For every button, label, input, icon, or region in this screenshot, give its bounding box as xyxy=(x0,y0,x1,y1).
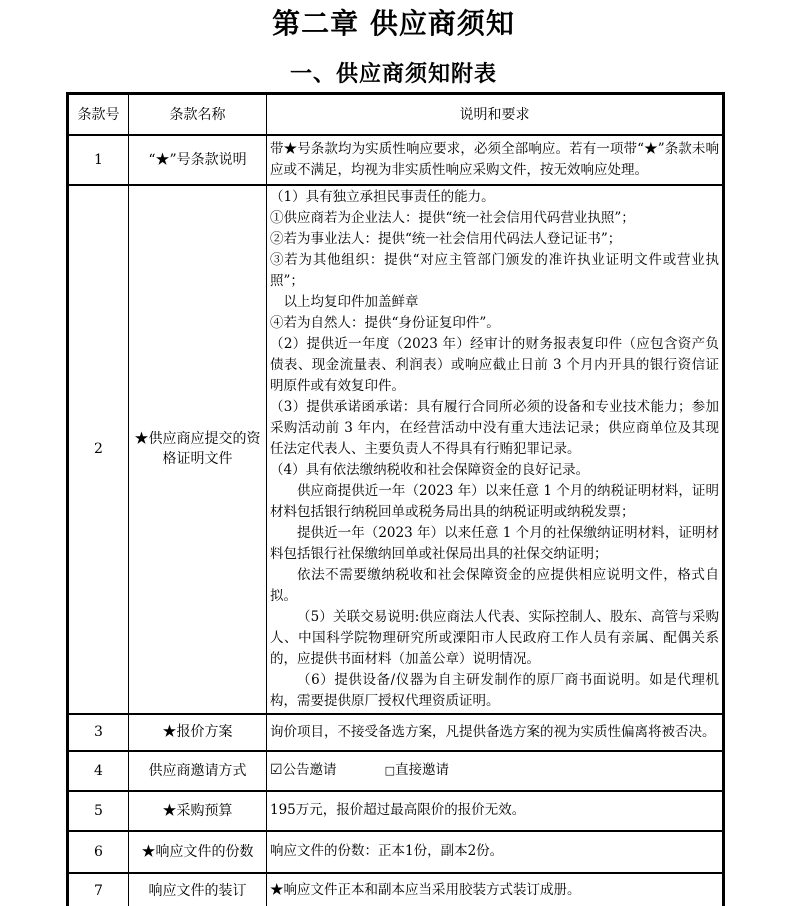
supplier-notice-table xyxy=(66,92,725,906)
clause-no: 1 xyxy=(68,135,129,185)
desc-paragraph: 提供近一年（2023 年）以来任意 1 个月的社保缴纳证明材料，证明材料包括银行社保缴纳回单或社保局出具的社保交纳证明； xyxy=(270,524,719,562)
clause-desc: ★响应文件正本和副本应当采用胶装方式装订成册。 xyxy=(267,873,724,906)
clause-name: ★报价方案 xyxy=(129,714,267,751)
desc-paragraph: （4）具有依法缴纳税收和社会保障资金的良好记录。 xyxy=(270,461,590,478)
table-row xyxy=(68,135,724,185)
table-row xyxy=(68,873,724,906)
table-row xyxy=(68,831,724,873)
table-row xyxy=(68,751,724,791)
desc-paragraph: （1）具有独立承担民事责任的能力。 xyxy=(270,188,495,205)
clause-desc: 响应文件的份数：正本1份，副本2份。 xyxy=(267,831,724,873)
clause-name: “★”号条款说明 xyxy=(129,135,267,185)
desc-paragraph: 供应商提供近一年（2023 年）以来任意 1 个月的纳税证明材料，证明材料包括银行纳税回单或税务局出具的纳税证明或纳税发票； xyxy=(270,482,719,520)
table-row xyxy=(68,185,724,714)
desc-paragraph: （2）提供近一年度（2023 年）经审计的财务报表复印件（应包含资产负债表、现金流量表、利润表）或响应截止日前 3 个月内开具的银行资信证明原件或有效复印件。 xyxy=(270,335,719,394)
desc-paragraph: （5）关联交易说明:供应商法人代表、实际控制人、股东、高管与采购人、中国科学院物理研究所或溧阳市人民政府工作人员有亲属、配偶关系的，应提供书面材料（加盖公章）说明情况。 xyxy=(270,608,719,667)
desc-paragraph: ④若为自然人：提供“身份证复印件”。 xyxy=(270,314,500,331)
chapter-title: 第二章 供应商须知 xyxy=(272,7,515,40)
clause-no: 7 xyxy=(68,873,129,906)
desc-paragraph: ③若为其他组织：提供“对应主管部门颁发的准许执业证明文件或营业执照”； xyxy=(270,251,719,289)
section-subtitle: 一、供应商须知附表 xyxy=(289,62,497,87)
clause-no: 4 xyxy=(68,751,129,791)
clause-name: 供应商邀请方式 xyxy=(129,751,267,791)
desc-paragraph: ②若为事业法人：提供“统一社会信用代码法人登记证书”； xyxy=(270,230,622,247)
invitation-options-cell xyxy=(267,751,724,791)
header-clause-name: 条款名称 xyxy=(129,94,267,135)
clause-no: 5 xyxy=(68,791,129,831)
clause-desc: 195万元，报价超过最高限价的报价无效。 xyxy=(267,791,724,831)
desc-paragraph: 依法不需要缴纳税收和社会保障资金的应提供相应说明文件，格式自拟。 xyxy=(270,566,719,604)
clause-no: 2 xyxy=(68,185,129,714)
clause-name: ★响应文件的份数 xyxy=(129,831,267,873)
desc-paragraph: （3）提供承诺函承诺：具有履行合同所必须的设备和专业技术能力；参加采购活动前 3 年内，在经营活动中没有重大违法记录；供应商单位及其现任法定代表人、主要负责人不得具有行贿犯罪记录。 xyxy=(270,398,719,457)
qualification-paragraphs xyxy=(267,185,724,714)
desc-paragraph: 以上均复印件加盖鲜章 xyxy=(283,293,419,310)
desc-paragraph: （6）提供设备/仪器为自主研发制作的原厂商书面说明。如是代理机构，需要提供原厂授权代理资质证明。 xyxy=(270,671,719,709)
clause-no: 3 xyxy=(68,714,129,751)
option-label: 公告邀请 xyxy=(282,762,337,778)
checkbox-unchecked-icon: □ xyxy=(384,764,395,777)
clause-desc: 带★号条款均为实质性响应要求，必须全部响应。若有一项带“★”条款未响应或不满足，均视为非实质性响应采购文件，按无效响应处理。 xyxy=(267,135,724,185)
table-header-row xyxy=(68,94,724,135)
table-row xyxy=(68,791,724,831)
clause-no: 6 xyxy=(68,831,129,873)
checkbox-checked-icon: ☑ xyxy=(270,762,283,778)
invitation-option-direct xyxy=(385,762,449,778)
option-label: 直接邀请 xyxy=(394,762,449,778)
header-description: 说明和要求 xyxy=(267,94,724,135)
table-row xyxy=(68,714,724,751)
desc-paragraph: ①供应商若为企业法人：提供“统一社会信用代码营业执照”； xyxy=(270,209,635,226)
header-clause-no: 条款号 xyxy=(68,94,129,135)
clause-name: ★采购预算 xyxy=(129,791,267,831)
clause-name: ★供应商应提交的资格证明文件 xyxy=(129,185,267,714)
clause-desc: 询价项目，不接受备选方案，凡提供备选方案的视为实质性偏离将被否决。 xyxy=(267,714,724,751)
invitation-option-public xyxy=(270,762,337,778)
clause-name: 响应文件的装订 xyxy=(129,873,267,906)
